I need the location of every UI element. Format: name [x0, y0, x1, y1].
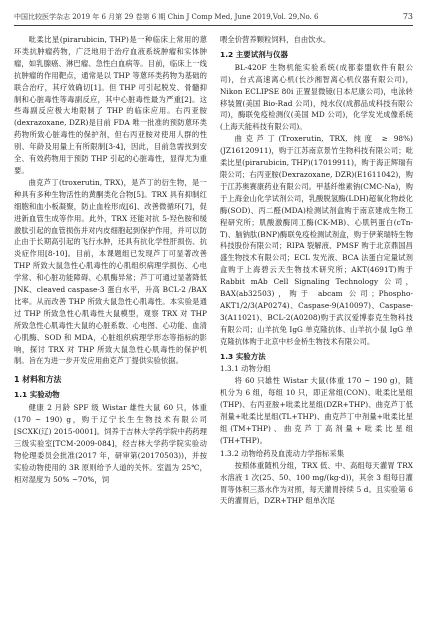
- left-column: [14, 34, 207, 614]
- grouping-paragraph: 将 60 只雄性 Wistar 大鼠(体重 170 ~ 190 g)，随机分为 6 组，每组 10 只，即正常组(CON)、吡柔比星组(THP)、右丙亚胺+吡柔比星组(DZR+THP)、曲克芦丁低剂量+吡柔比星组(TL+THP)、曲克芦丁中剂量+吡柔比星组(TM+THP)、曲克芦丁高剂量+吡柔比星组(TH+THP)。: [220, 376, 413, 445]
- header-rule: [14, 25, 413, 26]
- subsubsection-heading-dosing: 1.3.2 动物给药及血流动力学指标采集: [220, 448, 345, 458]
- animals-paragraph: 健康 2 月龄 SPF 级 Wistar 雄性大鼠 60 只，体重(170 ~ 190) g，购于辽宁长生生物技术有限公司[SCXK(辽) 2015-0001]。饲养于吉林大学药学院中药药理三级实验室[TCM-2009-084]，经吉林大学药学院实验动物伦理委员会批准(2017 年，研审第(20170503))，并按实验动物使用的 3R 原则给予人道的关怀。室温为 25℃，相对湿度为 50% ~70%，饲: [14, 403, 207, 484]
- intro-paragraph-thp: 吡柔比星(pirarubicin, THP)是一种临床上常用的蒽环类抗肿瘤药物，广泛地用于治疗血液系统肿瘤和实体肿瘤，如乳腺癌、淋巴瘤、急性白血病等。目前，临床上一线抗肿瘤的作用靶点，通常是以 THP 等蒽环类药物为基础的联合治疗，其疗效确切[1]。但 THP 可引起脱发、骨髓抑制和心脏毒性等毒副反应，其中心脏毒性最为严重[2]。这些毒副反应极大地限制了 THP 的临床应用。右丙亚胺(dexrazoxane, DZR)是目前 FDA 唯一批准的预防蒽环类药物所致心脏毒性的保护剂，但右丙亚胺对使用人群的性别、年龄及用量上有所限制[3-4]，因此，目前急需找到安全、有效药物用于预防 THP 引起的心脏毒性，显得尤为重要。: [14, 35, 207, 175]
- section-heading-materials-methods: 1 材料和方法: [14, 375, 62, 385]
- feeding-continuation: 喂全价营养颗粒饲料，自由饮水。: [220, 35, 331, 44]
- instruments-paragraph: BL-420F 生物机能实验系统(成都泰盟软件有限公司)，台式高速离心机(长沙湘智离心机仪器有限公司)，Nikon ECLIPSE 80i 正置显微镜(日本尼康公司)，电泳转移装置(美国 Bio-Rad 公司)，纯水仪(成都品成科技有限公司)，酶联免疫检测仪(美国 MD 公司)，化学发光成像系统(上海天能科技有限公司)。: [220, 62, 413, 132]
- subsubsection-heading-grouping: 1.3.1 动物分组: [220, 364, 271, 374]
- subsection-heading-reagents: 1.2 主要试剂与仪器: [220, 49, 288, 59]
- dosing-paragraph: 按照体重随机分组，TRX 低、中、高组每天灌胃 TRX 水溶液 1 次(25、50、100 mg/(kg·d))，其余 3 组每日灌胃等体积三蒸水作为对照，每天灌胃持续 5 d。且实验第 6 天的灌胃后，DZR+THP 组单次尾: [220, 460, 413, 506]
- running-header: [14, 10, 413, 24]
- reagents-paragraph: 曲克芦丁(Troxerutin, TRX, 纯度 ≥ 98%)(JZ16120911)，购于江苏南京景竹生物科技有限公司；吡柔比星(pirarubicin, THP)(17019911)，购于海正辉瑞有限公司；右丙亚胺(Dexrazoxane, DZR)(E1611042)，购于江苏奥赛康药业有限公司。甲基纤维素钠(CMC-Na)，购于上海金山化学试剂公司，乳酸脱氢酶(LDH)超氧化物歧化酶(SOD)、丙二醛(MDA)检测试剂盒购于南京建成生物工程研究所；肌酸激酶同工酶(CK-MB)、心肌钙蛋白(cTn-T)、脑钠肽(BNP)酶联免疫检测试剂盒，购于伊莱瑞特生物科技股份有限公司；RIPA 裂解液、PMSF 购于北京鼎国昌盛生物技术有限公司；ECL 发光液、BCA 法蛋白定量试剂盒购于上海碧云天生物技术研究所；AKT(4691T)购于 Rabbit mAb Cell Signaling Technology 公司，BAX(ab32503)，购于 abcam 公司；Phospho-AKT1/2/3(AP0274)、Caspase-9(A10097)、Caspase-3(A11021)、BCL-2(A0208)购于武汉爱博泰克生物科技有限公司；山羊抗兔 IgG 单克隆抗体、山羊抗小鼠 IgG 单克隆抗体购于北京中杉金桥生物技术有限公司。: [220, 134, 413, 346]
- journal-citation: 中国比较医学杂志 2019 年 6 月第 29 卷第 6 期 Chin J Comp Med, June 2019,Vol. 29,No. 6: [14, 13, 319, 21]
- subsection-heading-methods: 1.3 实验方法: [220, 351, 266, 361]
- subsection-heading-animals: 1.1 实验动物: [14, 390, 60, 400]
- intro-paragraph-troxerutin: 曲克芦丁(troxerutin, TRX)，是芦丁的衍生物，是一种具有多种生物活性的黄酮类化合物[5]。TRX 具有抑制红细胞和血小板凝聚，防止血栓形成[6]、改善微循环[7]，促进新血管生成等作用。此外，TRX 还能对抗 5-羟色胺和缓激肽引起的血管损伤并对内皮细胞起到保护作用，并可以防止由于长期高引起的飞行水肿，还具有抗化学性肝损伤、抗炎症作用[8-10]。目前，本课题组已发现芦丁可显著改善 THP 所致大鼠急性心肌毒性的心肌组织病理学损伤、心电学常、和心脏功能障碍、心肌酶异常；芦丁可通过显著降低 JNK、cleaved caspase-3 蛋白水平，升高 BCL-2 /BAX 比率。从而改善 THP 所致大鼠急性心肌毒性。本实验是通过 THP 所致急性心肌毒性大鼠模型，观察 TRX 对 THP 所致急性心肌毒性大鼠的心脏系数、心电图、心功能、血清心肌酶、SOD 和 MDA，心脏组织病理学形态等指标的影响，探讨 TRX 对 THP 所致大鼠急性心肌毒性的保护机制。旨在为进一步开发应用曲克芦丁提供实验依据。: [14, 177, 207, 366]
- page-number: 73: [402, 12, 413, 21]
- right-column: [220, 34, 413, 614]
